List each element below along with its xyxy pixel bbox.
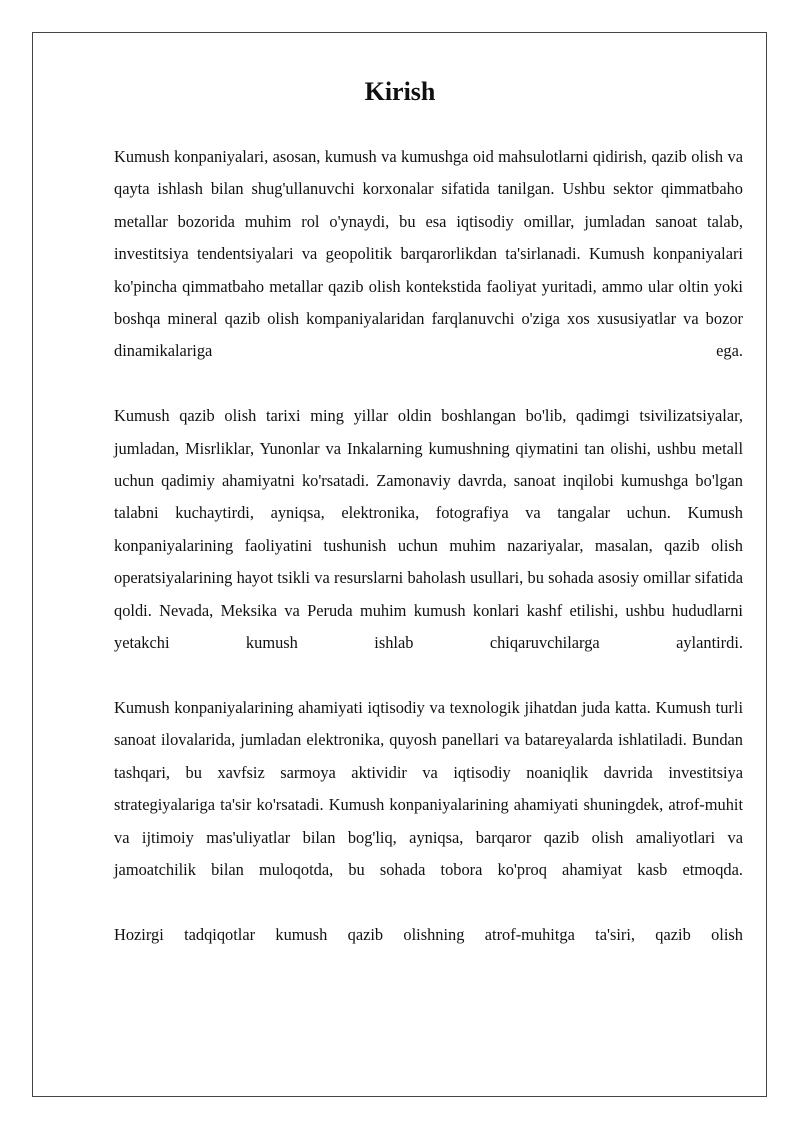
paragraph-1: Kumush konpaniyalari, asosan, kumush va kumushga oid mahsulotlarni qidirish, qazib olish va qayta ishlash bilan shug'ullanuvchi korxonalar sifatida tanilgan. Ushbu sektor qimmatbaho metallar bozorida muhim rol o'ynaydi, bu esa iqtisodiy omillar, jumladan sanoat talab, investitsiya tendentsiyalari va geopolitik barqarorlikdan ta'sirlanadi. Kumush konpaniyalari ko'pincha qimmatbaho metallar qazib olish kontekstida faoliyat yuritadi, ammo ular oltin yoki boshqa mineral qazib olish kompaniyalaridan farqlanuvchi o'ziga xos xususiyatlar va bozor dinamikalariga ega. xyxy=(114,147,743,361)
page-title: Kirish xyxy=(364,77,436,106)
paragraph-4: Hozirgi tadqiqotlar kumush qazib olishning atrof-muhitga ta'siri, qazib olish xyxy=(114,924,743,944)
paragraph-2: Kumush qazib olish tarixi ming yillar oldin boshlangan bo'lib, qadimgi tsivilizatsiyalar, jumladan, Misrliklar, Yunonlar va Inkalarning kumushning qiymatini tan olishi, ushbu metall uchun qadimiy ahamiyatni ko'rsatadi. Zamonaviy davrda, sanoat inqilobi kumushga bo'lgan talabni kuchaytirdi, ayniqsa, elektronika, fotografiya va tangalar uchun. Kumush konpaniyalarining faoliyatini tushunish uchun muhim nazariyalar, masalan, qazib olish operatsiyalarining hayot tsikli va resurslarni baholash usullari, bu sohada asosiy omillar sifatida qoldi. Nevada, Meksika va Peruda muhim kumush konlari kashf etilishi, ushbu hududlarni yetakchi kumush ishlab chiqaruvchilarga aylantirdi. xyxy=(114,406,743,653)
paragraph-3: Kumush konpaniyalarining ahamiyati iqtisodiy va texnologik jihatdan juda katta. Kumush turli sanoat ilovalarida, jumladan elektronika, quyosh panellari va batareyalarda ishlatiladi. Bundan tashqari, bu xavfsiz sarmoya aktividir va iqtisodiy noaniqlik davrida investitsiya strategiyalariga ta'sir ko'rsatadi. Kumush konpaniyalarining ahamiyati shuningdek, atrof-muhit va ijtimoiy mas'uliyatlar bilan bog'liq, ayniqsa, barqaror qazib olish amaliyotlari va jamoatchilik bilan muloqotda, bu sohada tobora ko'proq ahamiyat kasb etmoqda. xyxy=(114,697,743,879)
document-body xyxy=(114,141,743,951)
